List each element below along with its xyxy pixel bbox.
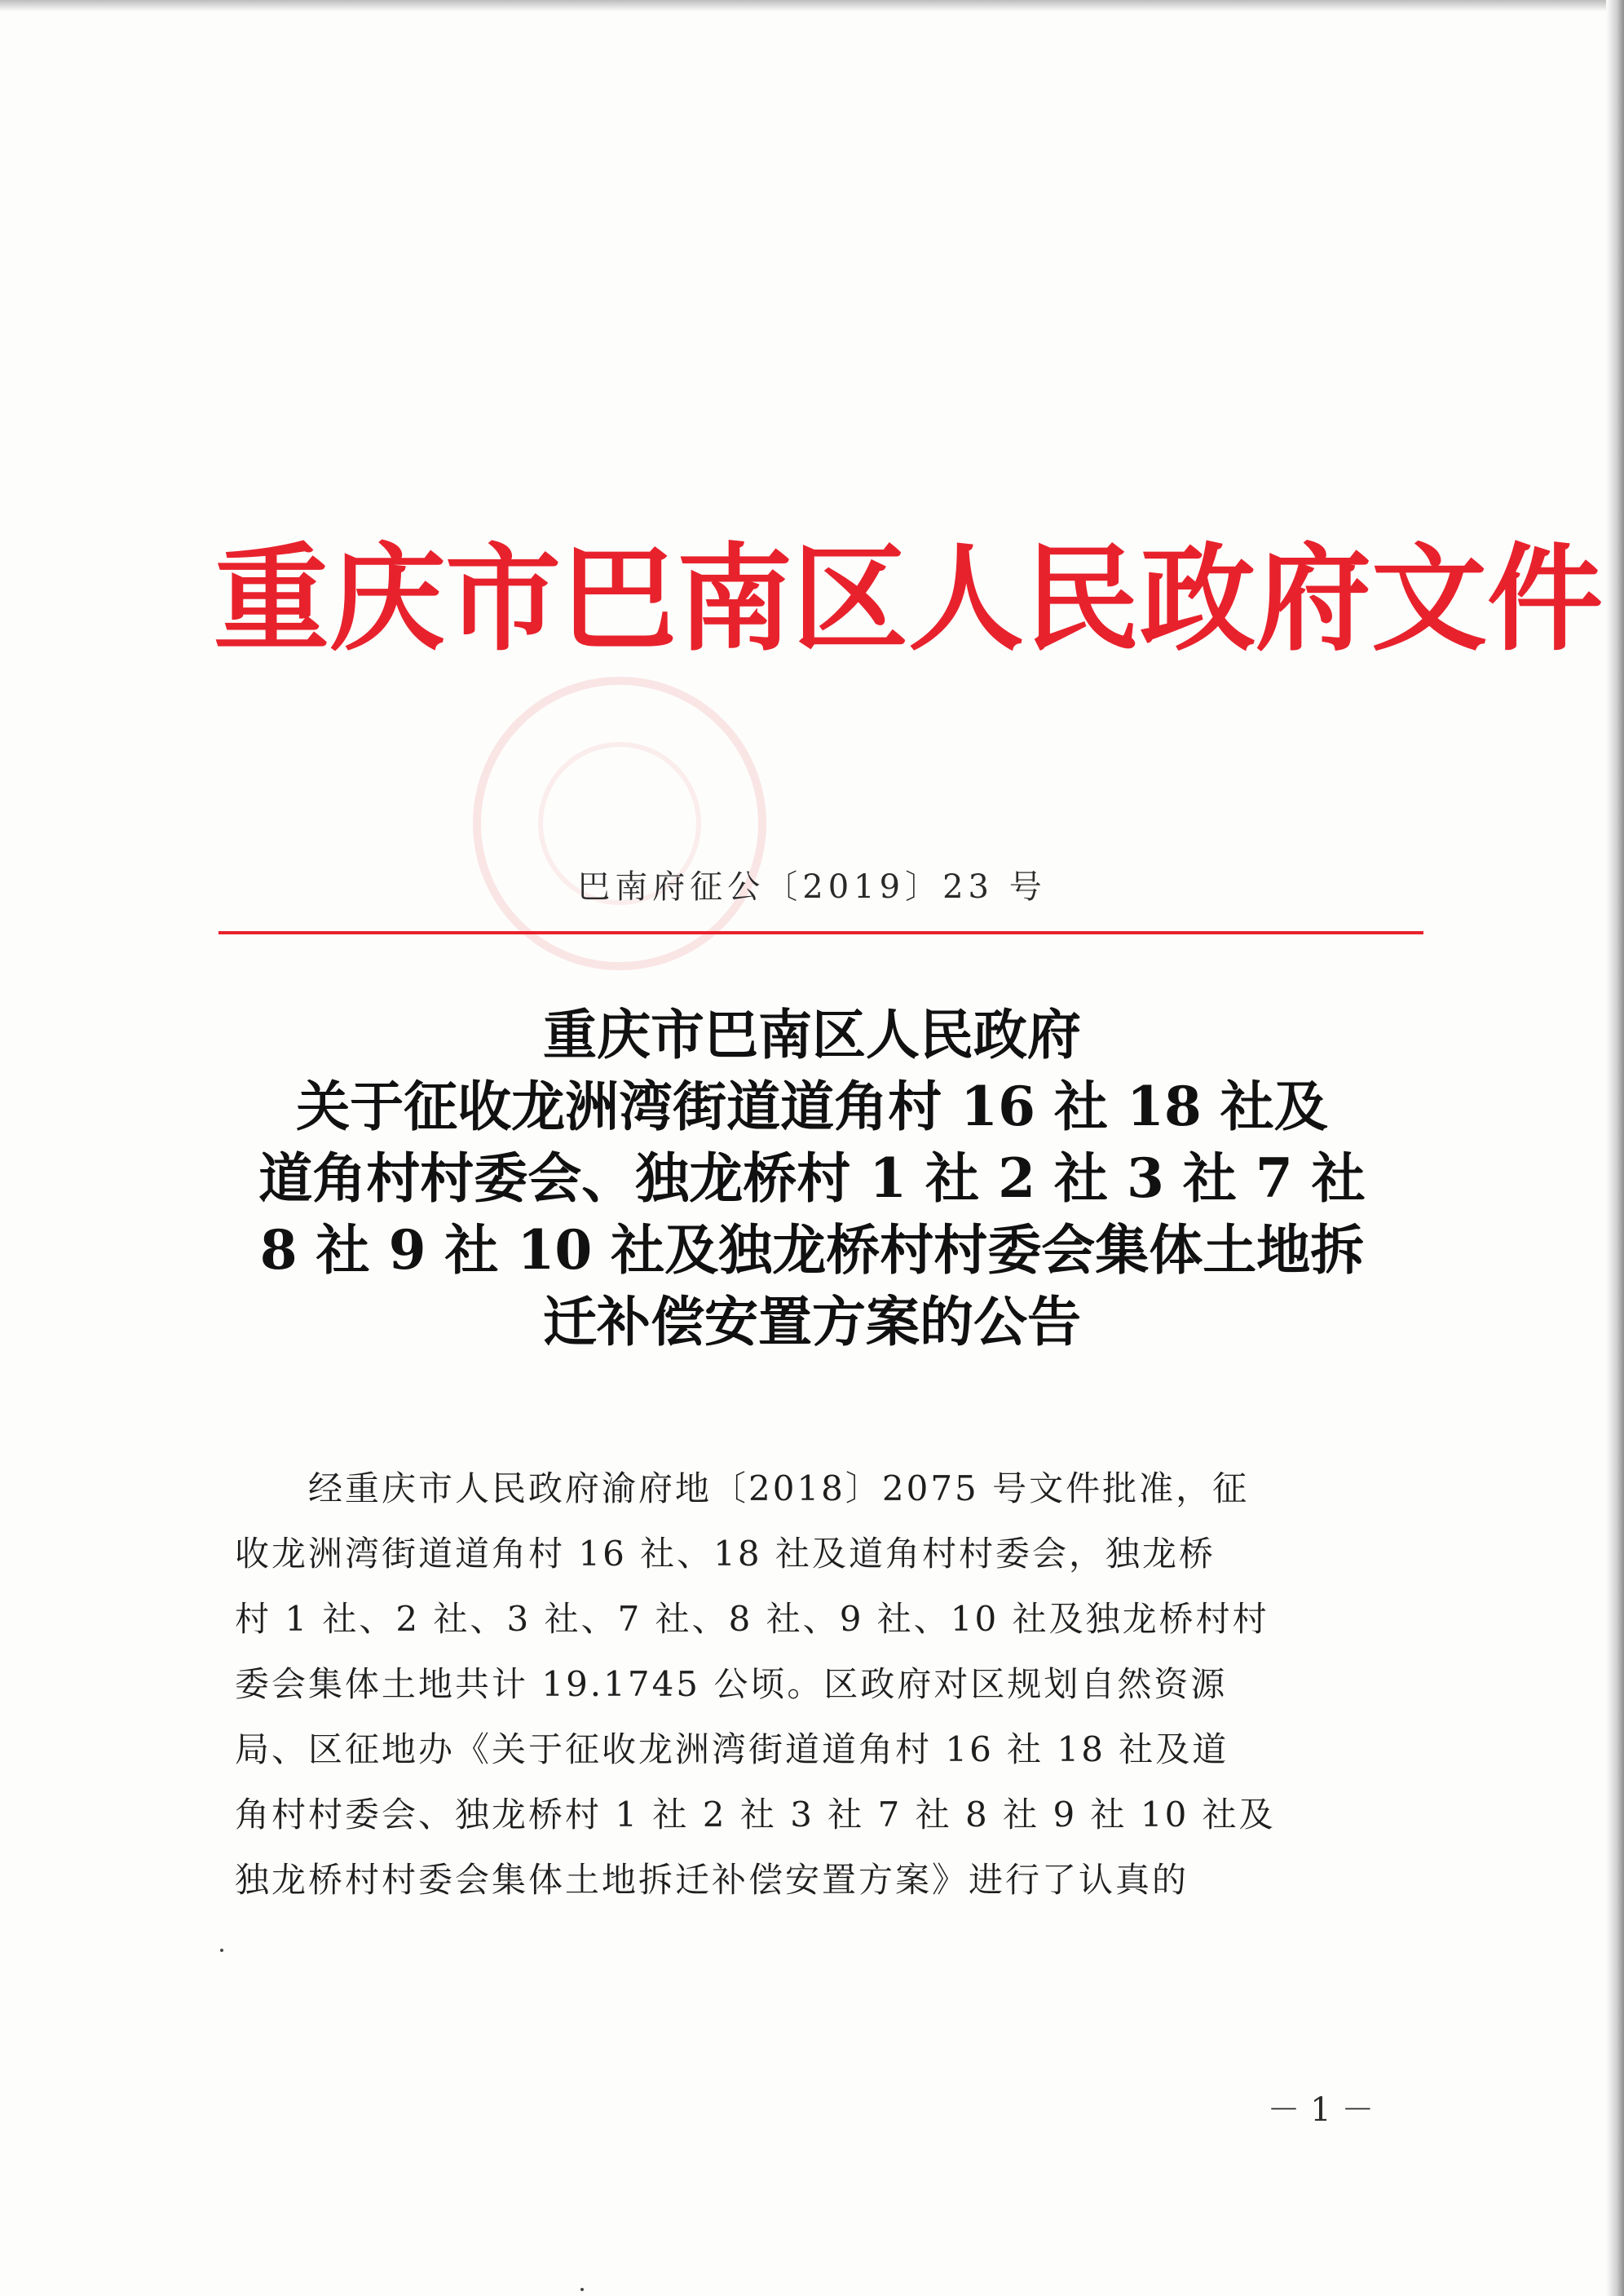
notice-title-line: 8 社 9 社 10 社及独龙桥村村委会集体土地拆 — [259, 1218, 1365, 1282]
scan-top-shadow — [0, 0, 1624, 11]
scan-speck — [220, 1949, 223, 1952]
body-line: 局、区征地办《关于征收龙洲湾街道道角村 16 社 18 社及道 — [235, 1729, 1229, 1769]
faded-seal-stamp — [473, 677, 766, 970]
notice-title — [196, 999, 1428, 1358]
notice-title-line: 道角村村委会、独龙桥村 1 社 2 社 3 社 7 社 — [258, 1146, 1366, 1210]
notice-title-line: 重庆市巴南区人民政府 — [543, 1003, 1081, 1066]
scan-edge-shadow — [1606, 0, 1624, 2296]
body-line: 委会集体土地共计 19.1745 公顷。区政府对区规划自然资源 — [235, 1664, 1228, 1704]
document-number: 巴南府征公〔2019〕23 号 — [577, 868, 1047, 906]
body-line: 村 1 社、2 社、3 社、7 社、8 社、9 社、10 社及独龙桥村村 — [235, 1599, 1269, 1639]
body-paragraph — [235, 1456, 1376, 1913]
body-line: 经重庆市人民政府渝府地〔2018〕2075 号文件批准，征 — [235, 1468, 1250, 1508]
document-header-title: 重庆市巴南区人民政府文件 — [214, 532, 1603, 667]
body-line: 独龙桥村村委会集体土地拆迁补偿安置方案》进行了认真的 — [235, 1860, 1189, 1900]
body-line: 角村村委会、独龙桥村 1 社 2 社 3 社 7 社 8 社 9 社 10 社及 — [235, 1795, 1276, 1835]
body-line: 收龙洲湾街道道角村 16 社、18 社及道角村村委会，独龙桥 — [235, 1534, 1216, 1574]
notice-title-line: 关于征收龙洲湾街道道角村 16 社 18 社及 — [296, 1075, 1328, 1138]
red-divider-line — [218, 931, 1423, 934]
page-number: － 1 － — [1267, 2091, 1375, 2129]
scan-speck — [580, 2288, 584, 2291]
notice-title-line: 迁补偿安置方案的公告 — [543, 1290, 1081, 1353]
